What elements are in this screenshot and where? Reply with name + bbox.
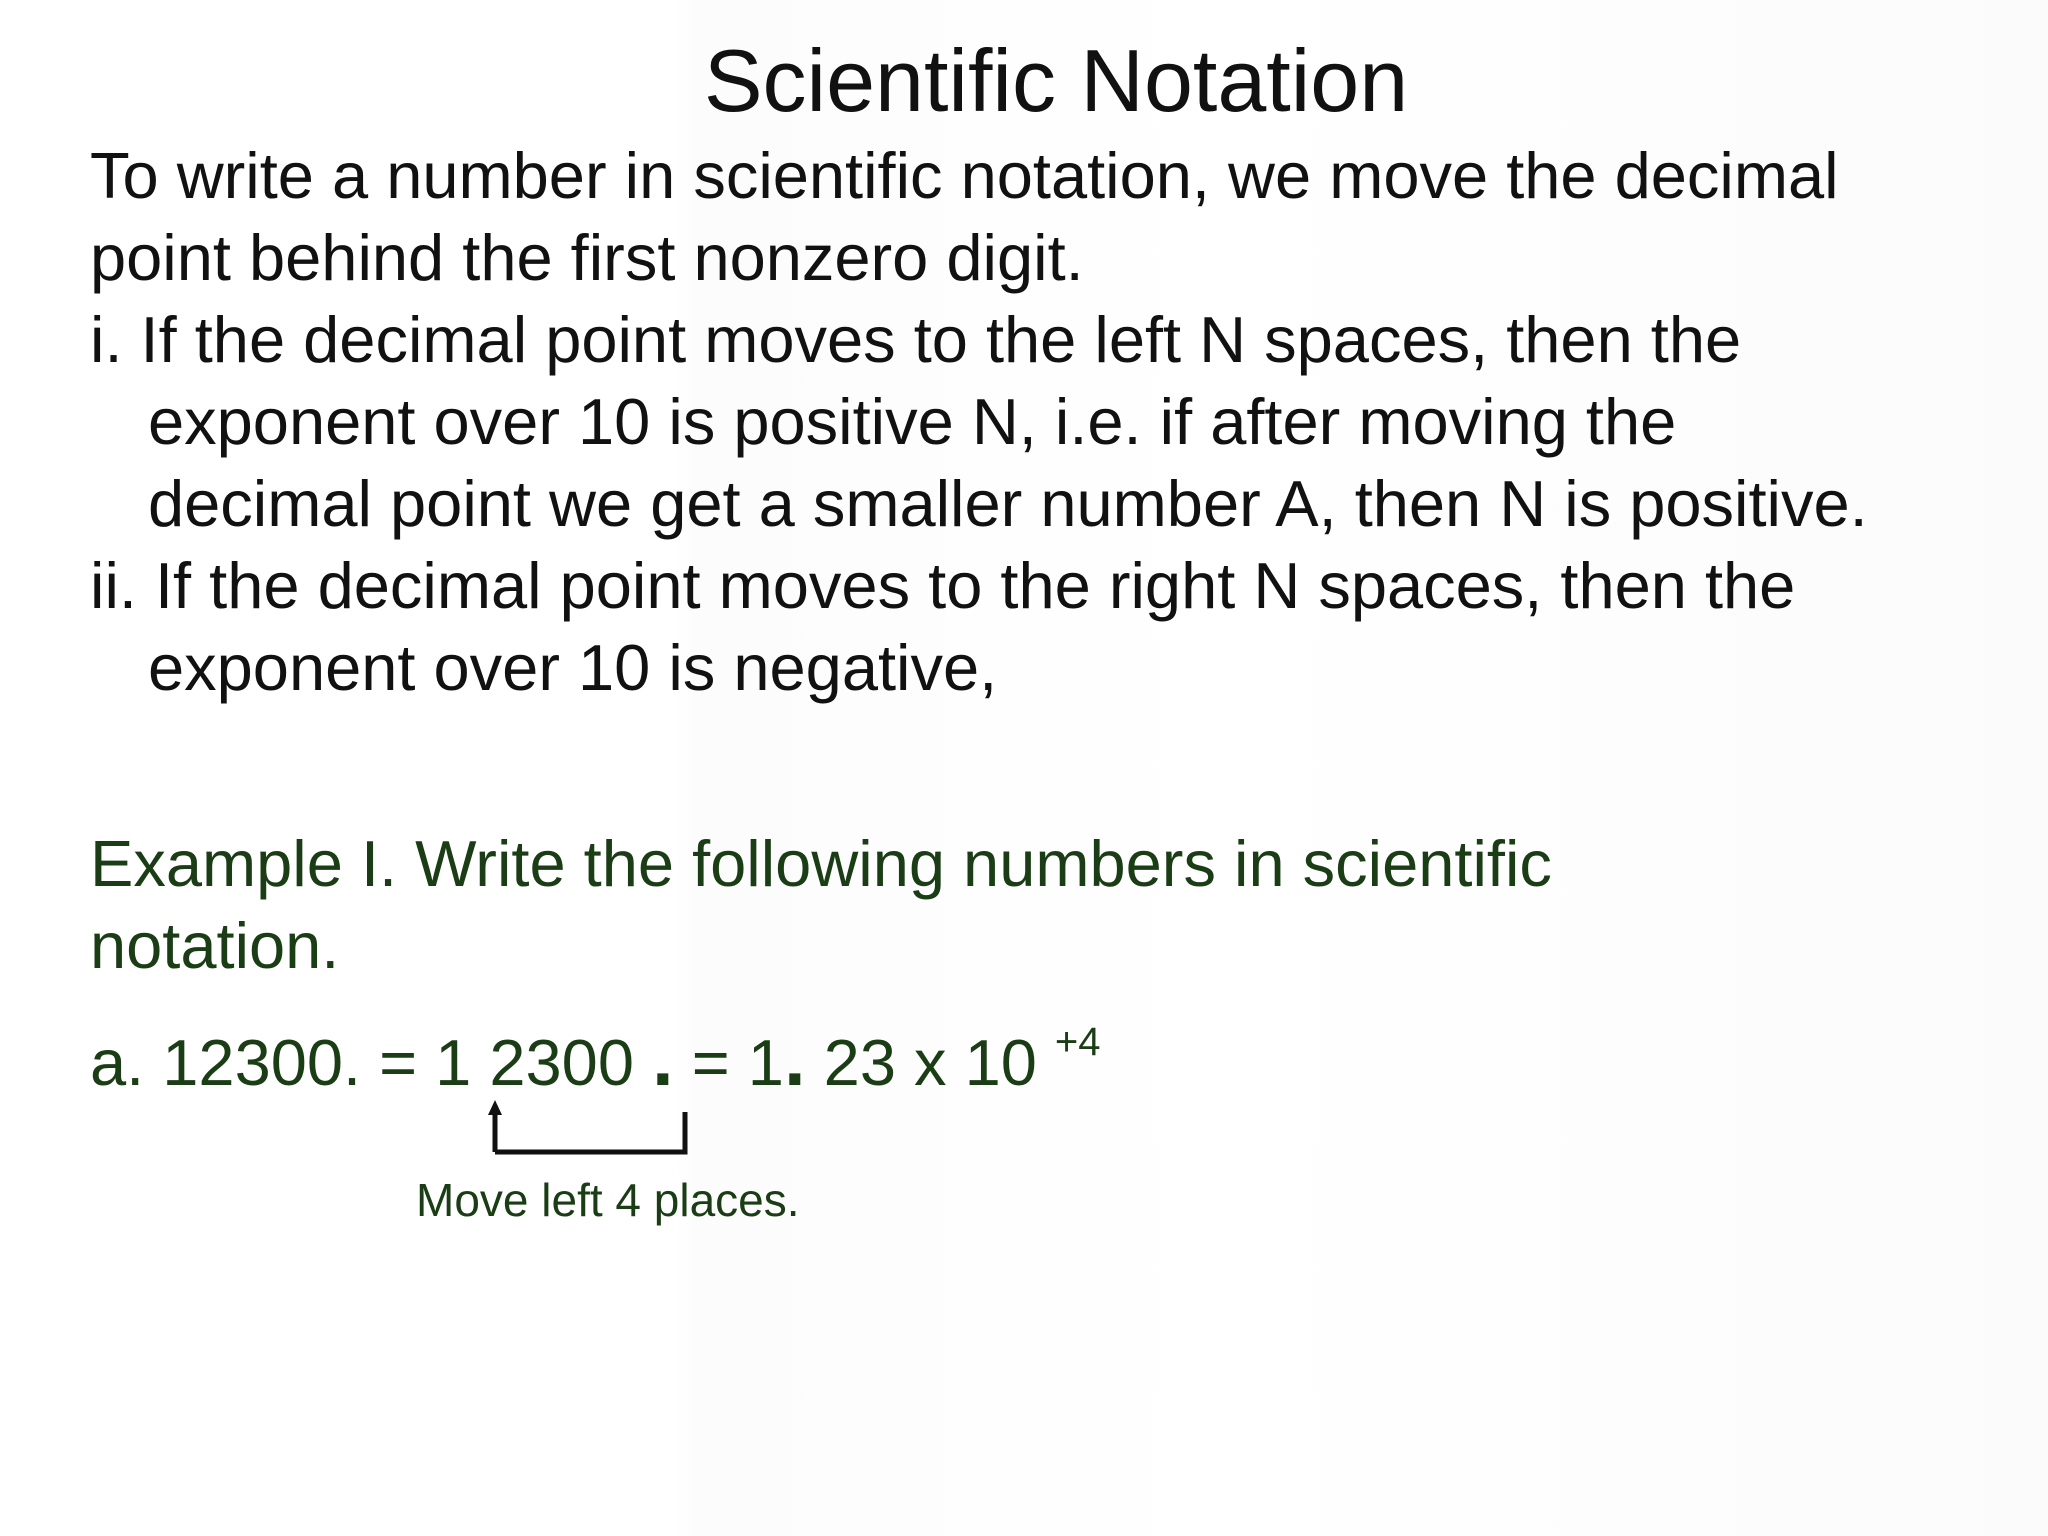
move-left-arrow-icon [485,1100,695,1162]
rule-ii-line-1: ii. If the decimal point moves to the right N spaces, then the [90,549,1796,622]
intro-line-1: To write a number in scientific notation, we move the decimal [90,139,1839,212]
rule-ii-line-2: exponent over 10 is negative, [148,631,998,704]
example-a-decimal-dot-1: . [652,1014,674,1102]
example-a-middle: = 1 [673,1026,784,1099]
slide-title: Scientific Notation [703,31,1409,130]
example-a-decimal-dot-2: . [783,1014,806,1102]
example-line-2: notation. [90,909,340,982]
example-heading [90,823,1552,987]
example-a-prefix: a. 12300. = 1 2300 [90,1026,653,1099]
rule-i-line-3: decimal point we get a smaller number A, then N is positive. [148,467,1868,540]
example-line-1: Example I. Write the following numbers in scientific [90,827,1552,900]
intro-paragraph [90,135,1839,299]
example-a-equation [90,1014,1101,1113]
example-a-suffix: 23 x 10 [805,1026,1037,1099]
intro-line-2: point behind the first nonzero digit. [90,221,1084,294]
example-a-exponent: +4 [1054,1020,1101,1064]
rule-i-line-2: exponent over 10 is positive N, i.e. if after moving the [148,385,1677,458]
rules-list [90,299,1868,709]
move-left-annotation: Move left 4 places. [416,1174,800,1226]
rule-i-line-1: i. If the decimal point moves to the left N spaces, then the [90,303,1742,376]
